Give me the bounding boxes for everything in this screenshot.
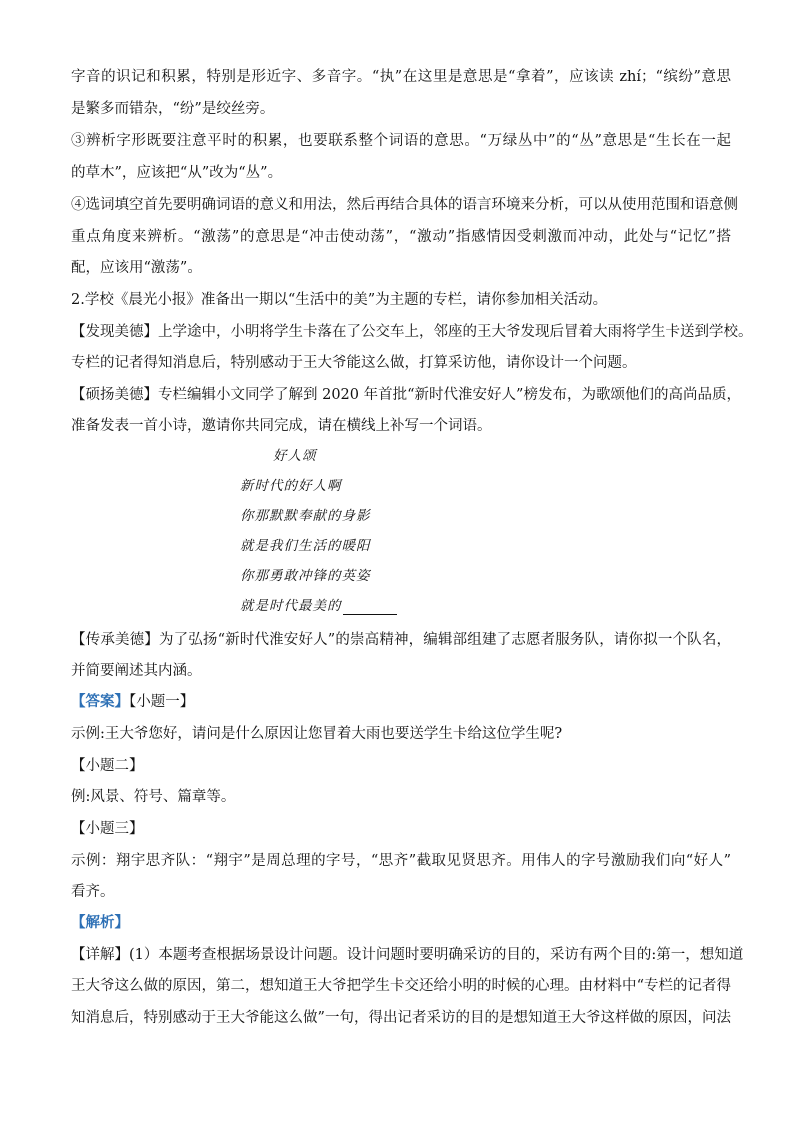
sub-question-label: 【小题三】 xyxy=(71,821,144,837)
text-line: ④选词填空首先要明确词语的意义和用法，然后再结合具体的语言环境来分析，可以从使用范围和语意侧 xyxy=(71,197,738,213)
text-line: 配，应该用“激荡”。 xyxy=(71,260,202,276)
sub-question-label: 【小题二】 xyxy=(71,758,144,774)
text-line: 并简要阐述其内涵。 xyxy=(71,663,202,679)
text-line: 【传承美德】为了弘扬“新时代淮安好人”的崇高精神，编辑部组建了志愿者服务队，请你拟一个队名， xyxy=(71,632,731,648)
question-heading: 2.学校《晨光小报》准备出一期以“生活中的美”为主题的专栏，请你参加相关活动。 xyxy=(71,292,608,308)
text-line: 重点角度来辨析。“激荡”的意思是“冲击使动荡”，“激动”指感情因受刺激而冲动，此处与“记忆”搭 xyxy=(71,229,731,245)
text-line: 的草木”，应该把“从”改为“丛”。 xyxy=(71,165,283,181)
fill-in-blank[interactable] xyxy=(343,600,397,615)
poem-line: 就是时代最美的 xyxy=(240,598,342,614)
text-line: 准备发表一首小诗，邀请你共同完成，请在横线上补写一个词语。 xyxy=(71,418,492,434)
answer-text: 例:风景、符号、篇章等。 xyxy=(71,789,236,805)
answer-text: 示例:王大爷您好，请问是什么原因让您冒着大雨也要送学生卡给这位学生呢? xyxy=(71,726,563,742)
poem-line: 新时代的好人啊 xyxy=(240,478,342,494)
answer-text: 看齐。 xyxy=(71,884,115,900)
poem-line: 你那默默奉献的身影 xyxy=(240,508,371,524)
text-line: 字音的识记和积累，特别是形近字、多音字。“执”在这里是意思是“拿着”，应该读 zhí；“缤纷”意思 xyxy=(71,69,731,85)
analysis-text: 知消息后，特别感动于王大爷能这么做”一句，得出记者采访的目的是想知道王大爷这样做的原因，问法 xyxy=(71,1010,731,1026)
sub-question-label: 【小题一】 xyxy=(129,694,195,710)
text-line: 是繁多而错杂，“纷”是绞丝旁。 xyxy=(71,101,275,117)
analysis-tag: 【解析】 xyxy=(71,914,129,931)
text-line: ③辨析字形既要注意平时的积累，也要联系整个词语的意思。“万绿丛中”的“丛”意思是“生长在一起 xyxy=(71,133,731,149)
text-line: 专栏的记者得知消息后，特别感动于王大爷能这么做，打算采访他，请你设计一个问题。 xyxy=(71,355,637,371)
analysis-text: 【详解】(1）本题考查根据场景设计问题。设计问题时要明确采访的目的，采访有两个目的:第一，想知道 xyxy=(71,947,744,963)
text-line: 【硕扬美德】专栏编辑小文同学了解到 2020 年首批“新时代淮安好人”榜发布，为歌颂他们的高尚品质， xyxy=(71,387,741,403)
poem-line: 就是我们生活的暖阳 xyxy=(240,538,371,554)
text-line: 【发现美德】上学途中，小明将学生卡落在了公交车上，邻座的王大爷发现后冒着大雨将学生卡送到学校。 xyxy=(71,324,753,340)
answer-heading xyxy=(71,692,731,712)
answer-text: 示例：翔宇思齐队：“翔宇”是周总理的字号，“思齐”截取见贤思齐。用伟人的字号激励我们向“好人” xyxy=(71,853,731,869)
poem-last-line xyxy=(240,597,397,615)
poem-title: 好人颂 xyxy=(273,448,317,464)
answer-tag: 【答案】 xyxy=(71,693,129,710)
analysis-text: 王大爷这么做的原因，第二，想知道王大爷把学生卡交还给小明的时候的心理。由材料中“专栏的记者得 xyxy=(71,978,731,994)
poem-line: 你那勇敢冲锋的英姿 xyxy=(240,568,371,584)
